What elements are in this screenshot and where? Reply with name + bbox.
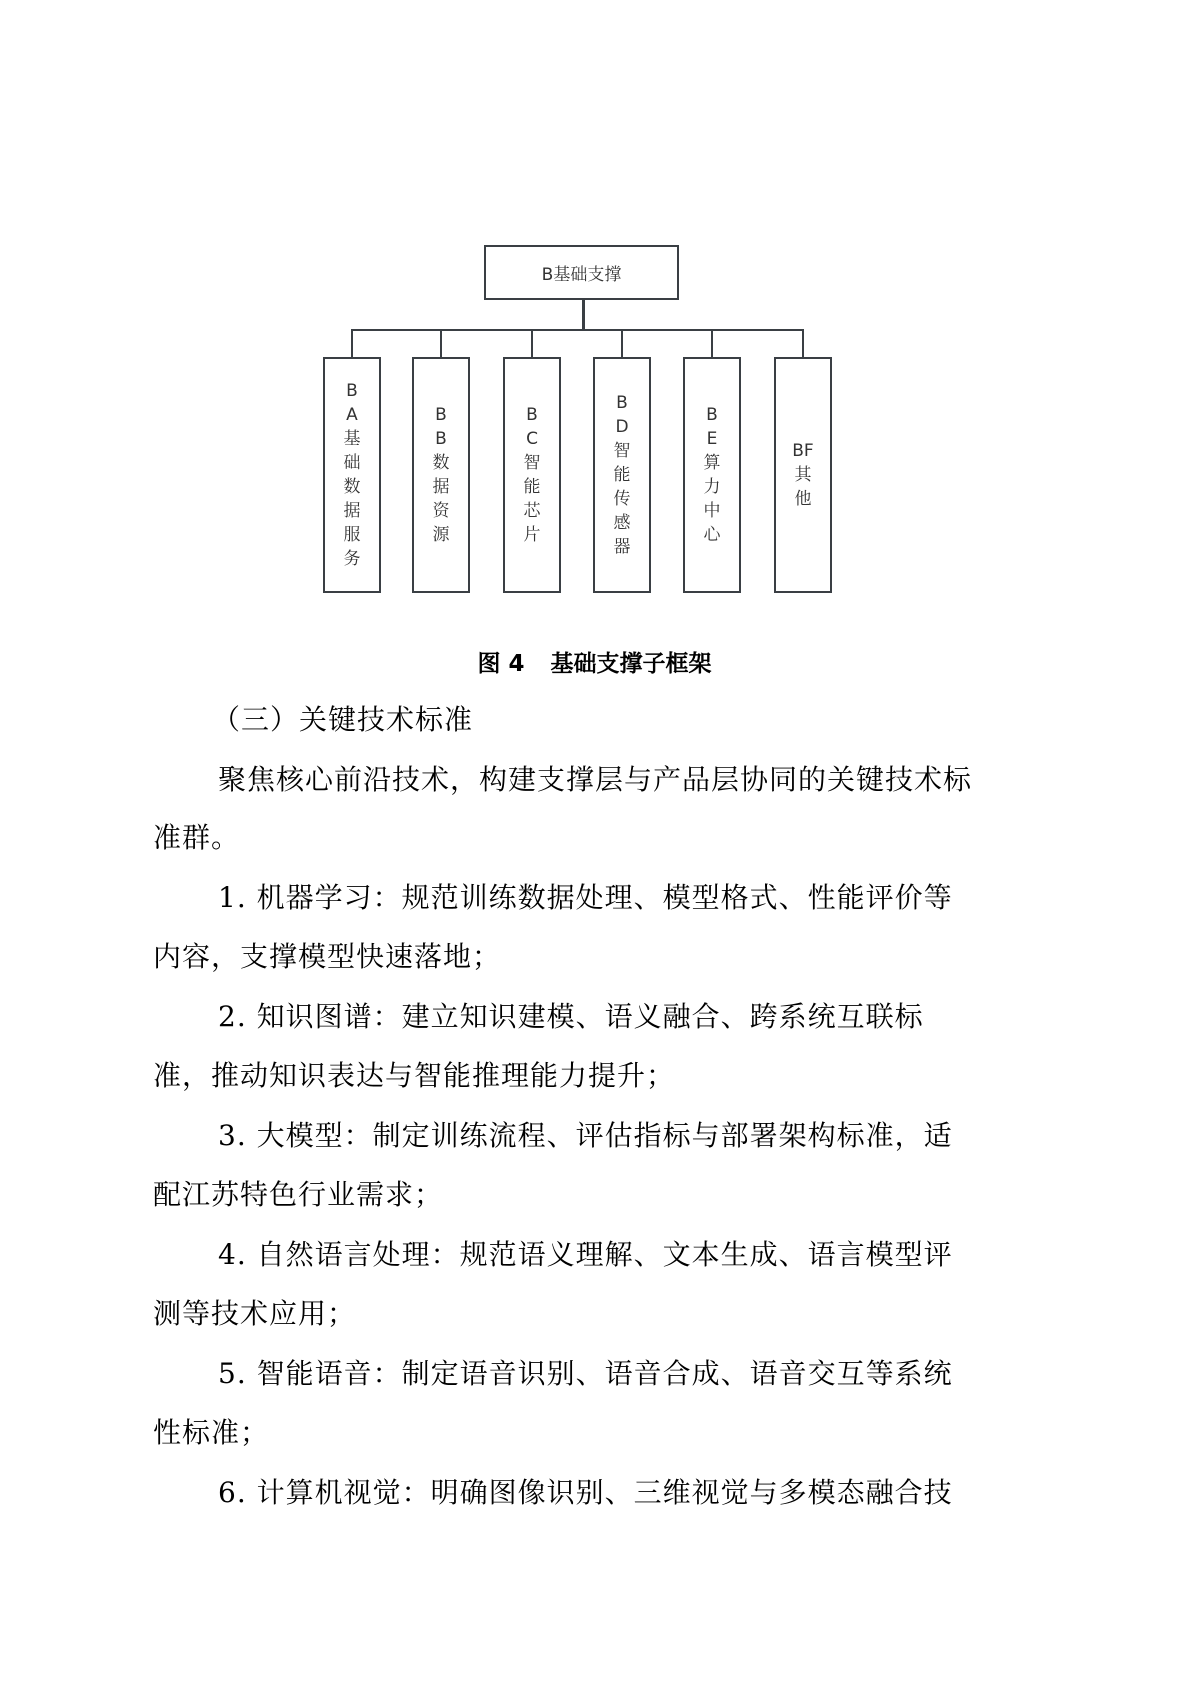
branch-connector-bb (440, 329, 442, 357)
figure-caption (0, 645, 1189, 678)
list-item-5-line-2: 性标准； (153, 1416, 270, 1449)
list-item-4-line-1: 4. 自然语言处理：规范语义理解、文本生成、语言模型评 (218, 1238, 953, 1271)
figure-title: 基础支撑子框架 (550, 651, 712, 677)
figure-number: 图 4 (477, 651, 525, 677)
list-item-1-line-2: 内容，支撑模型快速落地； (153, 940, 502, 973)
diagram-node-bc (503, 357, 561, 593)
list-item-3-line-2: 配江苏特色行业需求； (153, 1178, 444, 1211)
list-item-3-line-1: 3. 大模型：制定训练流程、评估指标与部署架构标准，适 (218, 1119, 953, 1152)
list-item-6-line-1: 6. 计算机视觉：明确图像识别、三维视觉与多模态融合技 (218, 1476, 953, 1509)
framework-diagram (0, 0, 1189, 620)
list-item-5-line-1: 5. 智能语音：制定语音识别、语音合成、语音交互等系统 (218, 1357, 953, 1390)
branch-connector-be (711, 329, 713, 357)
branch-connector-ba (351, 329, 353, 357)
node-label-bb: BB数据资源 (432, 405, 450, 545)
root-node-label: B基础支撑 (541, 265, 622, 285)
node-label-ba: BA基础数据服务 (343, 381, 361, 569)
diagram-node-be (683, 357, 741, 593)
branch-connector-bd (621, 329, 623, 357)
list-item-2-line-2: 准，推动知识表达与智能推理能力提升； (153, 1059, 676, 1092)
list-item-4-line-2: 测等技术应用； (153, 1297, 357, 1330)
node-label-bd: BD智能传感器 (613, 393, 631, 557)
branch-connector-bf (802, 329, 804, 357)
branch-connector-bc (531, 329, 533, 357)
horizontal-connector (351, 329, 804, 331)
root-connector (582, 300, 585, 331)
list-item-1-line-1: 1. 机器学习：规范训练数据处理、模型格式、性能评价等 (218, 881, 953, 914)
diagram-root-node (484, 245, 679, 300)
diagram-node-bd (593, 357, 651, 593)
section-heading: （三）关键技术标准 (212, 703, 474, 736)
intro-line-1: 聚焦核心前沿技术，构建支撑层与产品层协同的关键技术标 (218, 763, 973, 796)
diagram-node-bf (774, 357, 832, 593)
diagram-node-ba (323, 357, 381, 593)
node-label-bc: BC智能芯片 (523, 405, 541, 545)
diagram-node-bb (412, 357, 470, 593)
list-item-2-line-1: 2. 知识图谱：建立知识建模、语义融合、跨系统互联标 (218, 1000, 924, 1033)
intro-line-2: 准群。 (153, 821, 241, 854)
node-label-be: BE算力中心 (703, 405, 721, 545)
node-label-bf: BF其他 (792, 441, 814, 509)
